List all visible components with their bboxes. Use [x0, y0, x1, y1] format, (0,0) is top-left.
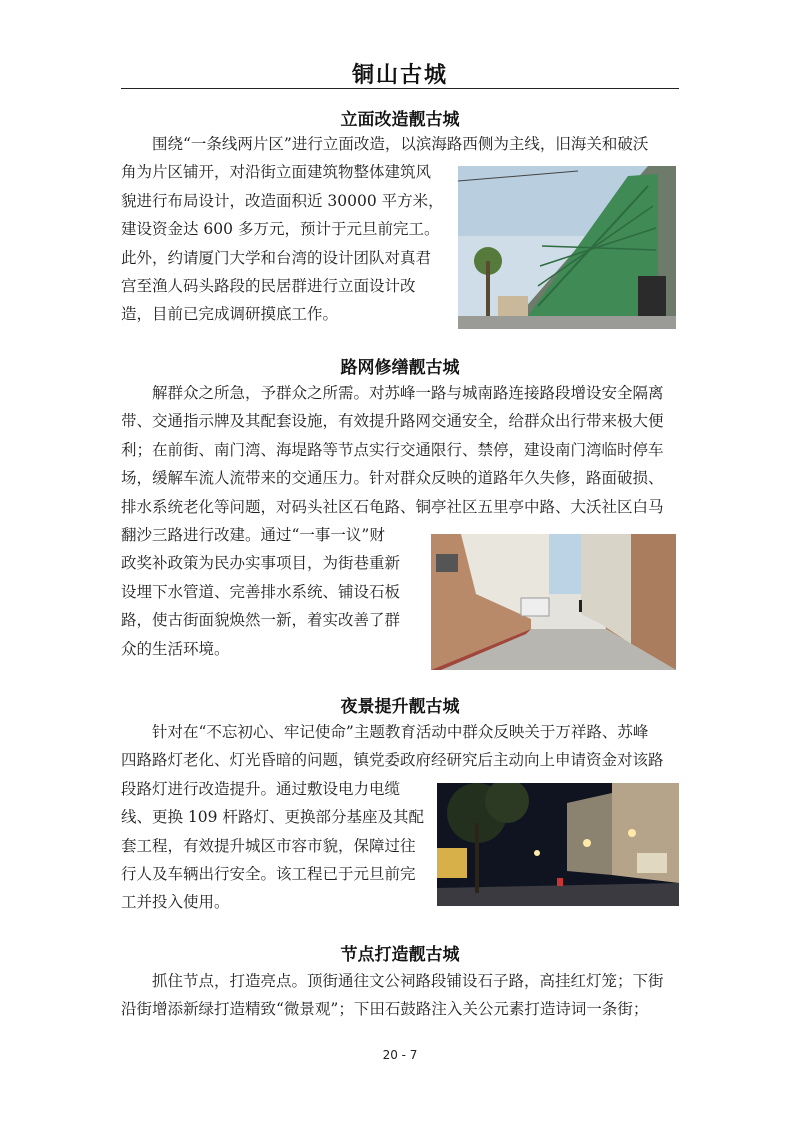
text-line: 政奖补政策为民办实事项目，为街巷重新	[121, 554, 401, 573]
text-line: 线、更换 109 杆路灯、更换部分基座及其配	[121, 808, 424, 827]
text-line: 宫至渔人码头路段的民居群进行立面设计改	[121, 276, 416, 295]
text-line: 角为片区铺开，对沿街立面建筑物整体建筑风	[121, 163, 432, 182]
section-body-nodes	[121, 967, 681, 1024]
text-line: 带、交通指示牌及其配套设施，有效提升路网交通安全，给群众出行带来极大便	[121, 412, 664, 431]
text-line: 此外，约请厦门大学和台湾的设计团队对真君	[121, 248, 432, 267]
text-line: 貌进行布局设计，改造面积近 30000 平方米，	[121, 191, 444, 210]
text-line: 针对在“不忘初心、牢记使命”主题教育活动中群众反映关于万祥路、苏峰	[152, 723, 649, 741]
text-line: 围绕“一条线两片区”进行立面改造，以滨海路西侧为主线，旧海关和破沃	[152, 135, 649, 153]
text-line: 段路灯进行改造提升。通过敷设电力电缆	[121, 779, 401, 798]
photo-scaffolded-building	[458, 166, 676, 329]
text-line: 众的生活环境。	[121, 639, 230, 658]
section-heading-road-network: 路网修缮靓古城	[340, 358, 460, 378]
text-line: 行人及车辆出行安全。该工程已于元旦前完	[121, 864, 416, 883]
photo-night-street	[437, 783, 679, 906]
text-line: 抓住节点，打造亮点。顶街通往文公祠路段铺设石子路，高挂红灯笼；下街	[152, 972, 664, 990]
text-line: 排水系统老化等问题，对码头社区石龟路、铜亭社区五里亭中路、大沃社区白马	[121, 497, 664, 516]
text-line: 套工程，有效提升城区市容市貌，保障过往	[121, 836, 416, 855]
section-heading-nodes: 节点打造靓古城	[340, 945, 460, 965]
text-line: 沿街增添新绿打造精致“微景观”；下田石鼓路注入关公元素打造诗词一条街；	[121, 1000, 649, 1019]
text-line: 四路路灯老化、灯光昏暗的问题，镇党委政府经研究后主动向上申请资金对该路	[121, 751, 664, 770]
text-line: 场，缓解车流人流带来的交通压力。针对群众反映的道路年久失修，路面破损、	[121, 469, 664, 488]
section-heading-facade: 立面改造靓古城	[340, 110, 460, 130]
text-line: 建设资金达 600 多万元，预计于元旦前完工。	[121, 220, 440, 239]
photo-renovated-street	[431, 534, 676, 670]
text-line: 解群众之所急，予群众之所需。对苏峰一路与城南路连接路段增设安全隔离	[152, 384, 664, 402]
running-title: 铜山古城	[351, 62, 448, 88]
text-line: 设埋下水管道、完善排水系统、铺设石板	[121, 582, 401, 601]
text-line: 造，目前已完成调研摸底工作。	[121, 305, 339, 324]
text-line: 路，使古街面貌焕然一新，着实改善了群	[121, 611, 401, 630]
text-line: 利；在前街、南门湾、海堤路等节点实行交通限行、禁停，建设南门湾临时停车	[121, 440, 664, 459]
section-heading-night-lighting: 夜景提升靓古城	[340, 697, 460, 717]
text-line: 翻沙三路进行改建。通过“一事一议”财	[121, 525, 385, 544]
page-number: 20 - 7	[382, 1048, 418, 1062]
text-line: 工并投入使用。	[121, 893, 230, 912]
header-rule	[121, 88, 679, 89]
